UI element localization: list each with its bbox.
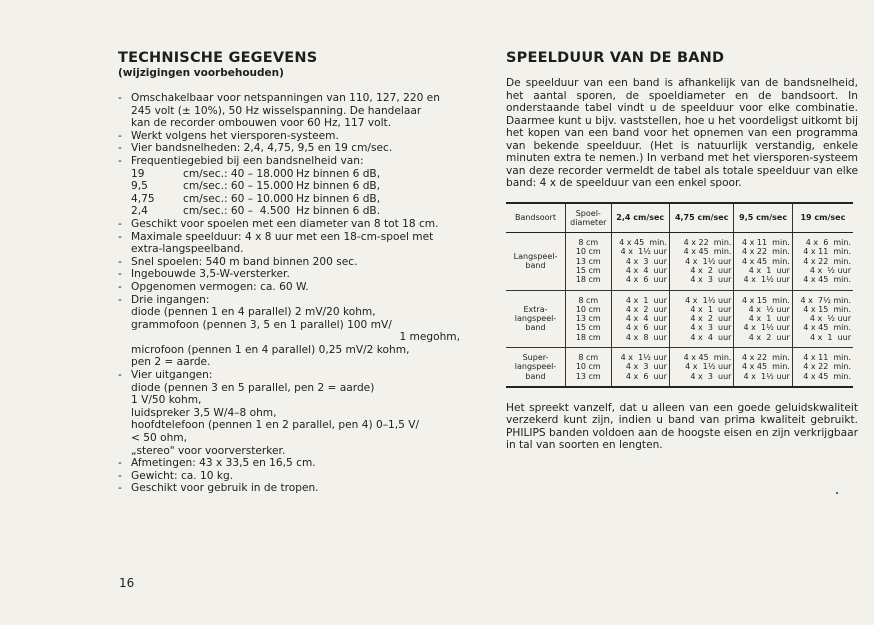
cell-value: 4 x 4 uur (625, 314, 667, 324)
table-row (506, 233, 853, 290)
spec-line: Geschikt voor gebruik in de tropen. (131, 482, 319, 495)
bullet-dash: - (118, 230, 122, 243)
spec-line: Ingebouwde 3,5-W-versterker. (131, 268, 290, 281)
cell-value: 4 x 45 min. (803, 371, 851, 381)
cell-value: 4 x 2 uur (690, 314, 732, 324)
spec-line: Omschakelbaar voor netspanningen van 110, 127, 220 en (131, 92, 440, 104)
cell-value: 10 cm (575, 362, 601, 372)
cell-value: 18 cm (575, 332, 601, 342)
spec-item (118, 142, 470, 155)
playtime-cell (792, 348, 853, 387)
cell-value: 4 x 1½ uur (743, 323, 790, 333)
cell-value: 4 x 15 min. (742, 295, 790, 305)
bullet-dash: - (118, 482, 122, 495)
cell-value: 4 x 45 min. (742, 256, 790, 266)
frequency-cell: 19 (131, 167, 145, 180)
spec-item (118, 294, 470, 370)
bullet-dash: - (118, 293, 122, 306)
speck-mark (836, 492, 838, 494)
cell-value: 4 x 1 uur (809, 332, 851, 342)
cell-value: 4 x 22 min. (683, 238, 732, 248)
cell-value: 4 x 2 uur (690, 265, 732, 275)
cell-value: 4 x 22 min. (803, 362, 851, 372)
cell-value: 4 x 22 min. (803, 256, 851, 266)
cell-value: 8 cm (578, 295, 599, 305)
spec-item (118, 92, 470, 130)
cell-value: 15 cm (575, 323, 601, 333)
cell-value: 4 x 45 min. (683, 353, 732, 363)
diameter-cell (566, 290, 612, 347)
cell-value: 18 cm (575, 275, 601, 285)
cell-value: 4 x 1½ uur (743, 371, 790, 381)
cell-value: 4 x 3 uur (625, 362, 667, 372)
cell-value: 4 x 6 uur (625, 323, 667, 333)
frequency-cell: 2,4 (131, 205, 148, 218)
spec-line: diode (pennen 1 en 4 parallel) 2 mV/20 kohm, (131, 306, 376, 319)
frequency-row (131, 193, 470, 206)
cell-value: 4 x 2 uur (748, 332, 790, 342)
cell-value: 4 x 3 uur (690, 371, 732, 381)
spec-line: kan de recorder ombouwen voor 60 Hz, 117 volt. (131, 117, 392, 130)
bullet-dash: - (118, 255, 122, 268)
cell-value: 4 x 1½ uur (685, 362, 732, 372)
playtime-cell (611, 348, 669, 387)
table-row (506, 290, 853, 347)
bullet-dash: - (118, 369, 122, 382)
cell-value: 4 x ½ uur (748, 304, 790, 314)
frequency-cell: cm/sec.: 60 – 15.000 (183, 180, 294, 193)
spec-line: 245 volt (± 10%), 50 Hz wisselspanning. De handelaar (131, 104, 422, 117)
cell-value: 4 x 11 min. (803, 353, 851, 363)
cell-value: 4 x 11 min. (803, 247, 851, 257)
frequency-row (131, 205, 470, 218)
playtime-title: SPEELDUUR VAN DE BAND (506, 50, 725, 66)
spec-item (118, 470, 470, 483)
frequency-row (131, 168, 470, 181)
spec-line: Werkt volgens het viersporen-systeem. (131, 129, 339, 142)
spec-line: hoofdtelefoon (pennen 1 en 2 parallel, pen 4) 0–1,5 V/ (131, 419, 420, 432)
cell-value: 4 x 3 uur (625, 256, 667, 266)
cell-value: 4 x 3 uur (690, 275, 732, 285)
cell-value: 4 x ½ uur (809, 265, 851, 275)
frequency-row (131, 180, 470, 193)
cell-value: 4 x 1 uur (625, 295, 667, 305)
frequency-cell: Hz binnen 6 dB, (296, 180, 381, 193)
frequency-cell: cm/sec.: 60 – 10.000 (183, 192, 294, 205)
spec-line: Maximale speelduur: 4 x 8 uur met een 18-cm-spoel met (131, 230, 434, 243)
cell-value: 4 x 1½ uur (685, 256, 732, 266)
spec-line: Opgenomen vermogen: ca. 60 W. (131, 280, 309, 293)
spec-line: Afmetingen: 43 x 33,5 en 16,5 cm. (131, 457, 316, 470)
cell-value: 4 x 22 min. (742, 247, 790, 257)
spec-line: 1 megohm, (399, 331, 460, 344)
bullet-dash: - (118, 280, 122, 293)
cell-value: 4 x 45 min. (803, 323, 851, 333)
spec-item (118, 268, 470, 281)
playtime-cell (611, 290, 669, 347)
spec-line: Snel spoelen: 540 m band binnen 200 sec. (131, 255, 358, 268)
spec-line: „stereo" voor voorversterker. (131, 444, 286, 457)
cell-value: 4 x 45 min. (742, 362, 790, 372)
playtime-cell (734, 348, 792, 387)
cell-value: 4 x 7½ min. (800, 295, 851, 305)
spec-item (118, 482, 470, 495)
spec-line: Frequentiegebied bij een bandsnelheid van: (131, 154, 364, 167)
spec-line: extra-langspeelband. (131, 243, 244, 256)
cell-value: 10 cm (575, 247, 601, 257)
spec-line: Drie ingangen: (131, 293, 210, 306)
spec-line: pen 2 = aarde. (131, 356, 211, 369)
column-header: Bandsoort (506, 203, 566, 233)
cell-value: 4 x 11 min. (742, 238, 790, 248)
cell-value: 4 x 15 min. (803, 304, 851, 314)
spec-line: Vier bandsnelheden: 2,4, 4,75, 9,5 en 19 cm/sec. (131, 142, 393, 155)
cell-value: 4 x 1½ uur (620, 353, 667, 363)
cell-value: 4 x 45 min. (683, 247, 732, 257)
playtime-cell (792, 233, 853, 290)
diameter-cell (566, 233, 612, 290)
frequency-cell: 9,5 (131, 180, 148, 193)
spec-item (118, 281, 470, 294)
playtime-table (506, 202, 853, 388)
spec-line: Geschikt voor spoelen met een diameter van 8 tot 18 cm. (131, 217, 439, 230)
spec-line: 1 V/50 kohm, (131, 394, 202, 407)
technical-specs-column (118, 50, 470, 495)
cell-value: 4 x 1½ uur (620, 247, 667, 257)
spec-line: microfoon (pennen 1 en 4 parallel) 0,25 mV/2 kohm, (131, 343, 410, 356)
cell-value: 4 x 6 uur (625, 371, 667, 381)
playtime-cell (669, 233, 734, 290)
cell-value: 4 x 8 uur (625, 332, 667, 342)
cell-value: 4 x 4 uur (625, 265, 667, 275)
column-header: 9,5 cm/sec (734, 203, 792, 233)
spec-line: Gewicht: ca. 10 kg. (131, 469, 234, 482)
frequency-cell: 4,75 (131, 192, 155, 205)
frequency-cell: Hz binnen 6 dB, (296, 192, 381, 205)
spec-line: luidspreker 3,5 W/4–8 ohm, (131, 406, 277, 419)
cell-value: 4 x 1 uur (690, 304, 732, 314)
cell-value: 15 cm (575, 265, 601, 275)
specs-subtitle: (wijzigingen voorbehouden) (118, 67, 284, 79)
cell-value: 13 cm (575, 371, 601, 381)
bullet-dash: - (118, 457, 122, 470)
playtime-cell (734, 233, 792, 290)
bullet-dash: - (118, 142, 122, 155)
bullet-dash: - (118, 268, 122, 281)
play-time-column (506, 50, 858, 452)
band-type-cell: Extra- langspeel- band (506, 290, 566, 347)
cell-value: 8 cm (578, 238, 599, 248)
playtime-cell (669, 348, 734, 387)
column-header: 19 cm/sec (792, 203, 853, 233)
specs-list (118, 92, 470, 495)
spec-item (118, 231, 470, 256)
cell-value: 4 x 4 uur (690, 332, 732, 342)
table-body (506, 233, 853, 387)
playtime-outro: Het spreekt vanzelf, dat u alleen van een goede geluidskwaliteit verzekerd kunt zijn, indien u band van prima kwaliteit gebruikt. PHILIPS banden voldoen aan de hoogste eisen en zijn verkrijgbaar in tal van soorten en lengten. (506, 401, 858, 452)
page-number: 16 (119, 576, 135, 590)
frequency-cell: Hz binnen 6 dB. (296, 205, 381, 218)
spec-item (118, 369, 470, 457)
bullet-dash: - (118, 92, 122, 104)
spec-line: diode (pennen 3 en 5 parallel, pen 2 = aarde) (131, 381, 375, 394)
playtime-cell (669, 290, 734, 347)
spec-item (118, 218, 470, 231)
cell-value: 4 x 6 uur (625, 275, 667, 285)
table-header-row (506, 203, 853, 233)
cell-value: 4 x ½ uur (809, 314, 851, 324)
frequency-cell: cm/sec.: 60 – 4.500 (183, 205, 291, 218)
cell-value: 4 x 22 min. (742, 353, 790, 363)
band-type-cell: Super- langspeel- band (514, 353, 557, 381)
diameter-cell (566, 348, 612, 387)
spec-item (118, 130, 470, 143)
bullet-dash: - (118, 154, 122, 167)
cell-value: 4 x 2 uur (625, 304, 667, 314)
cell-value: 4 x 45 min. (619, 238, 667, 248)
bullet-dash: - (118, 129, 122, 142)
column-header: 4,75 cm/sec (669, 203, 734, 233)
cell-value: 4 x 1 uur (748, 265, 790, 275)
spec-item (118, 457, 470, 470)
column-header: Spoel- diameter (566, 203, 612, 233)
playtime-cell (792, 290, 853, 347)
spec-item (118, 155, 470, 218)
spec-line: Vier uitgangen: (131, 369, 213, 382)
cell-value: 10 cm (575, 304, 601, 314)
playtime-intro: De speelduur van een band is afhankelijk van de bandsnelheid, het aantal sporen, de spoeldiameter en de bandsoort. In onderstaande tabel vindt u de speelduur voor elke combinatie. Daarmee kunt u bijv. vaststellen, hoe u het voordeligst uitkomt bij het kopen van een band voor het opnemen van een programma van bekende speelduur. (Het is natuurlijk verstandig, enkele minuten extra te nemen.) In verband met het viersporen-systeem van deze recorder vermeldt de tabel als totale speelduur van elke band: 4 x de speelduur van een enkel spoor. (506, 77, 858, 189)
cell-value: 4 x 3 uur (690, 323, 732, 333)
cell-value: 4 x 1½ uur (685, 295, 732, 305)
cell-value: 4 x 45 min. (803, 275, 851, 285)
spec-line: < 50 ohm, (131, 432, 187, 445)
bullet-dash: - (118, 217, 122, 230)
cell-value: 13 cm (575, 256, 601, 266)
cell-value: 4 x 1 uur (748, 314, 790, 324)
spec-item (118, 256, 470, 269)
playtime-cell (734, 290, 792, 347)
table-row (506, 348, 853, 387)
cell-value: 4 x 6 min. (805, 238, 851, 248)
cell-value: 8 cm (578, 353, 599, 363)
column-header: 2,4 cm/sec (611, 203, 669, 233)
bullet-dash: - (118, 469, 122, 482)
cell-value: 4 x 1½ uur (743, 275, 790, 285)
cell-value: 13 cm (575, 314, 601, 324)
specs-title: TECHNISCHE GEGEVENS (118, 50, 318, 66)
frequency-cell: cm/sec.: 40 – 18.000 (183, 167, 294, 180)
band-type-cell: Langspeel- band (506, 233, 566, 290)
frequency-cell: Hz binnen 6 dB, (296, 167, 381, 180)
spec-line: grammofoon (pennen 3, 5 en 1 parallel) 100 mV/ (131, 318, 392, 331)
playtime-cell (611, 233, 669, 290)
